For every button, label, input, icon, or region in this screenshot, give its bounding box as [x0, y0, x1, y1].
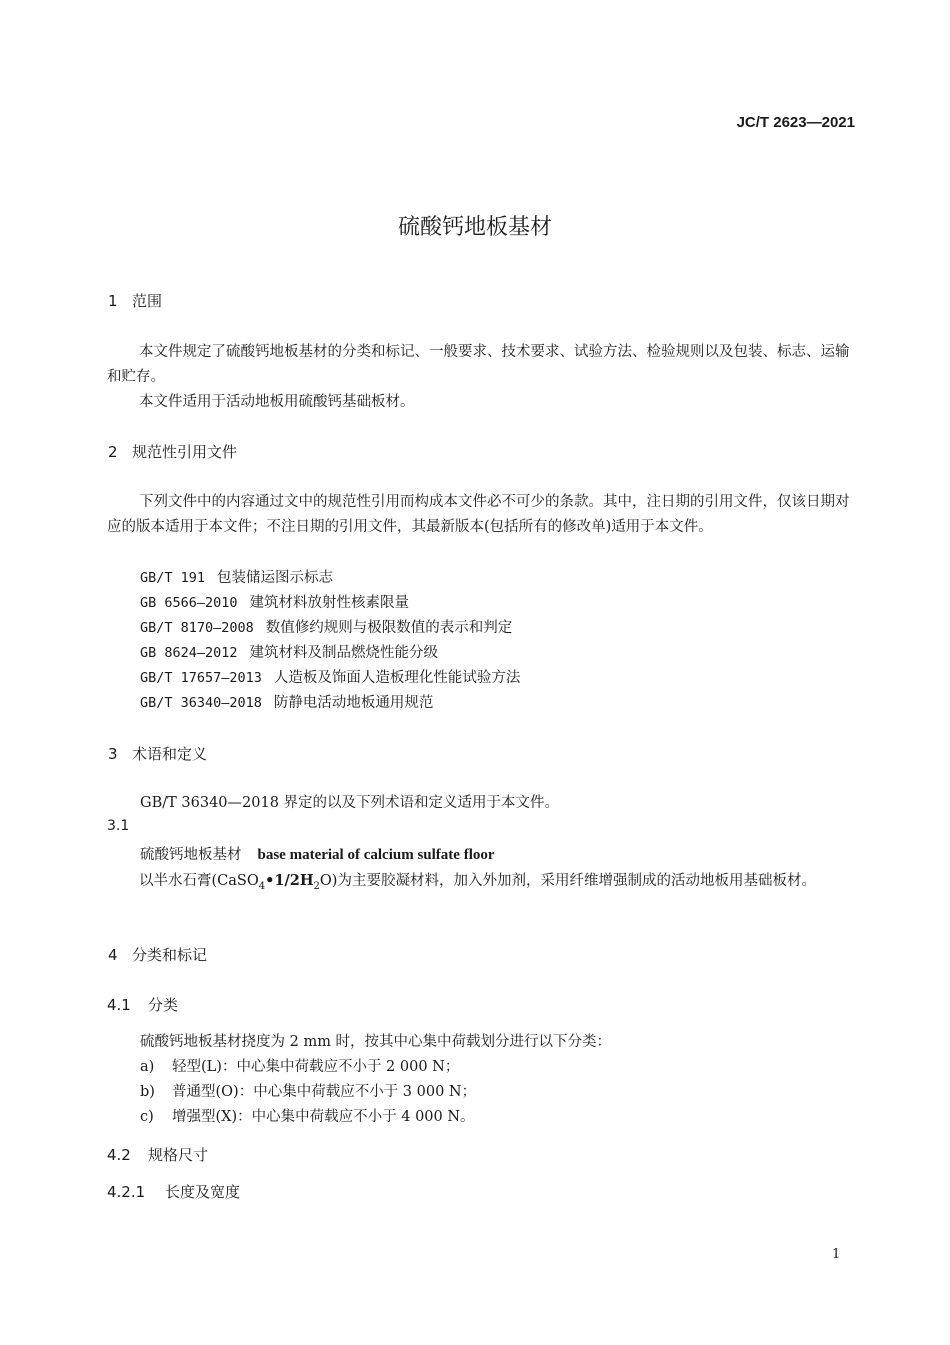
section-2-heading — [108, 441, 237, 462]
section-4-2-1-number: 4.2.1 — [107, 1183, 146, 1201]
section-4-title: 分类和标记 — [132, 946, 208, 964]
normative-reference — [140, 691, 433, 712]
reference-code: GB/T 191 — [140, 570, 206, 586]
section-3-number: 3 — [108, 745, 118, 763]
standard-code: JC/T 2623—2021 — [736, 114, 855, 131]
normative-reference — [140, 566, 333, 587]
classification-intro: 硫酸钙地板基材挠度为 2 mm 时，按其中心集中荷载划分进行以下分类： — [140, 1034, 612, 1050]
definition-text-start: 以半水石膏(CaSO — [139, 873, 259, 889]
section-4-number: 4 — [108, 946, 118, 964]
classification-item — [140, 1055, 459, 1080]
classification-item — [140, 1080, 476, 1105]
reference-code: GB 6566—2010 — [140, 595, 238, 611]
term-definition — [107, 868, 862, 899]
normative-reference — [140, 591, 409, 612]
term-english: base material of calcium sulfate floor — [257, 847, 495, 863]
normative-reference — [140, 641, 438, 662]
section-4-2-1-heading — [107, 1181, 240, 1202]
item-label: a) — [140, 1059, 155, 1075]
section-3-heading — [108, 743, 207, 764]
classification-item — [140, 1105, 475, 1130]
item-label: c) — [140, 1109, 154, 1125]
reference-code: GB 8624—2012 — [140, 645, 238, 661]
reference-title: 包装储运图示标志 — [217, 570, 334, 586]
reference-code: GB/T 8170—2008 — [140, 620, 254, 636]
subsection-3-1-number: 3.1 — [107, 818, 130, 834]
section-4-2-1-title: 长度及宽度 — [165, 1183, 241, 1201]
section-4-2-heading — [107, 1144, 208, 1165]
reference-title: 人造板及饰面人造板理化性能试验方法 — [273, 670, 521, 686]
item-text: 增强型(X)：中心集中荷载应不小于 4 000 N。 — [172, 1109, 475, 1125]
section-1-heading — [108, 290, 162, 311]
document-title: 硫酸钙地板基材 — [397, 215, 552, 240]
section-1-paragraph-2: 本文件适用于活动地板用硫酸钙基础板材。 — [139, 394, 415, 410]
section-1-number: 1 — [108, 292, 118, 310]
page-number: 1 — [832, 1247, 841, 1262]
subscript-4: 4 — [258, 880, 266, 892]
section-4-2-number: 4.2 — [107, 1146, 131, 1164]
reference-code: GB/T 36340—2018 — [140, 695, 262, 711]
subscript-2: 2 — [313, 880, 320, 892]
section-1-title: 范围 — [132, 292, 163, 310]
item-text: 轻型(L)：中心集中荷载应不小于 2 000 N； — [172, 1059, 460, 1075]
reference-title: 建筑材料放射性核素限量 — [249, 595, 410, 611]
section-2-title: 规范性引用文件 — [132, 443, 238, 461]
item-label: b) — [140, 1084, 155, 1100]
term-chinese: 硫酸钙地板基材 — [140, 847, 242, 863]
section-4-1-title: 分类 — [148, 996, 179, 1014]
section-4-2-title: 规格尺寸 — [148, 1146, 209, 1164]
section-2-paragraph: 下列文件中的内容通过文中的规范性引用而构成本文件必不可少的条款。其中，注日期的引用文件，仅该日期对应的版本适用于本文件；不注日期的引用文件，其最新版本(包括所有的修改单)适用于本文件。 — [107, 494, 850, 535]
section-1-paragraph-1: 本文件规定了硫酸钙地板基材的分类和标记、一般要求、技术要求、试验方法、检验规则以及包装、标志、运输和贮存。 — [107, 344, 850, 385]
definition-text-end: O)为主要胶凝材料，加入外加剂，采用纤维增强制成的活动地板用基础板材。 — [319, 873, 816, 889]
section-4-heading — [108, 944, 207, 965]
definition-formula: •1/2H — [265, 872, 314, 889]
section-3-paragraph: GB/T 36340—2018 界定的以及下列术语和定义适用于本文件。 — [140, 795, 560, 811]
reference-title: 建筑材料及制品燃烧性能分级 — [249, 645, 439, 661]
normative-reference — [140, 616, 512, 637]
section-4-1-heading — [107, 994, 178, 1015]
section-2-number: 2 — [108, 443, 118, 461]
reference-title: 数值修约规则与极限数值的表示和判定 — [265, 620, 513, 636]
reference-code: GB/T 17657—2013 — [140, 670, 262, 686]
normative-reference — [140, 666, 520, 687]
section-4-1-number: 4.1 — [107, 996, 131, 1014]
reference-title: 防静电活动地板通用规范 — [273, 695, 434, 711]
section-3-title: 术语和定义 — [132, 745, 208, 763]
item-text: 普通型(O)：中心集中荷载应不小于 3 000 N； — [172, 1084, 477, 1100]
term-entry — [140, 843, 495, 864]
